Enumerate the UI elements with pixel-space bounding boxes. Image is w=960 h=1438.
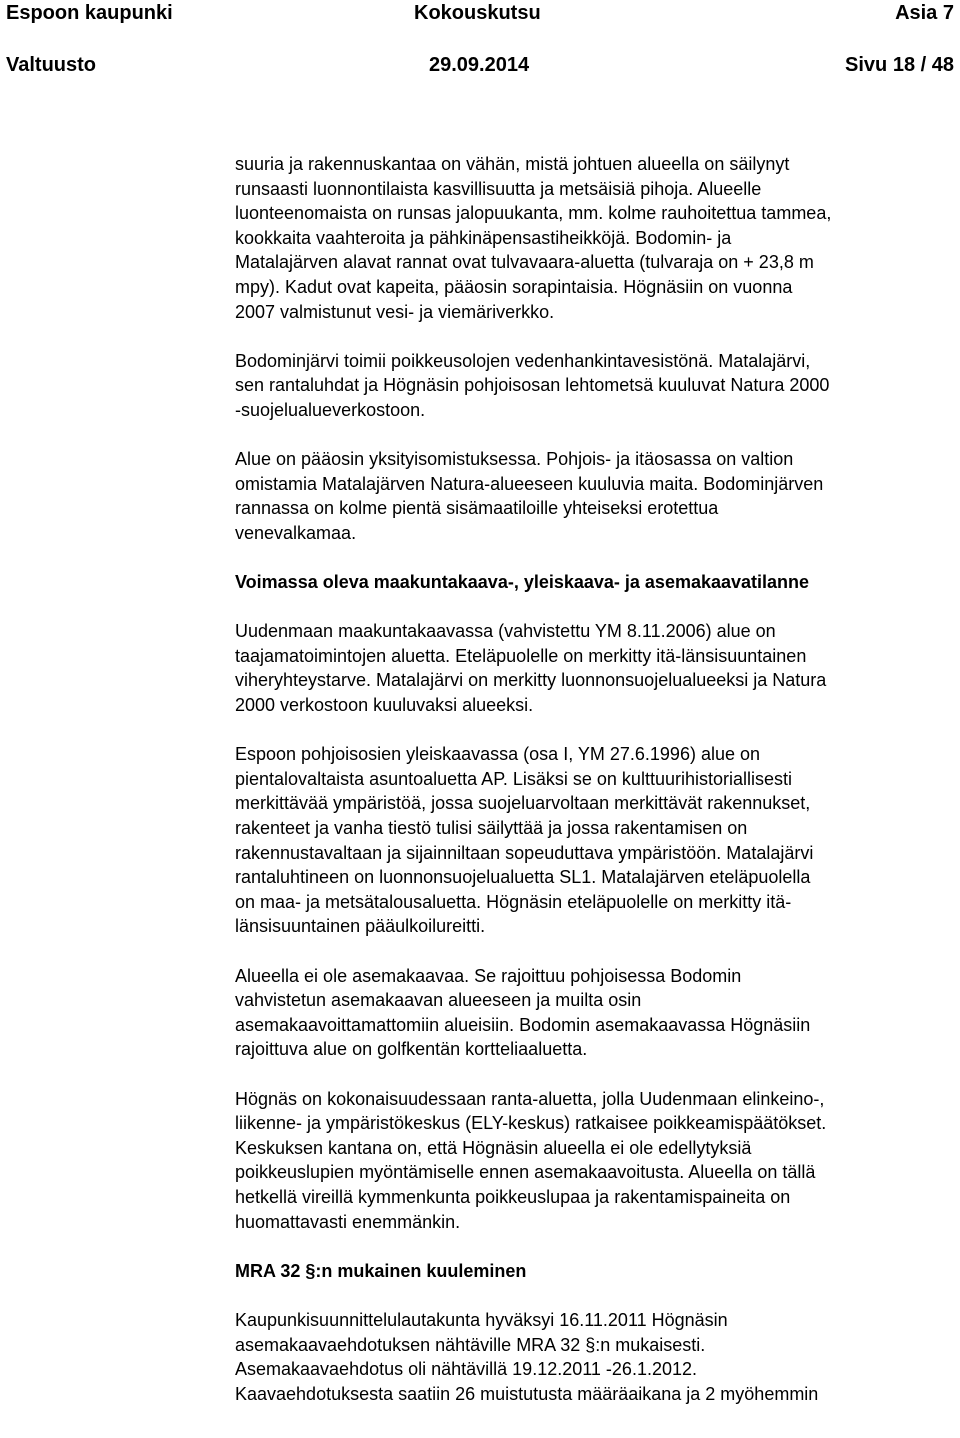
text-line: venevalkamaa. — [235, 522, 357, 543]
text-line: Asemakaavaehdotus oli nähtävillä 19.12.2011 -26.1.2012. — [235, 1359, 697, 1380]
paragraph — [235, 742, 955, 939]
text-line: länsisuuntainen pääulkoilureitti. — [235, 916, 486, 937]
text-line: kookkaita vaahteroita ja pähkinäpensastiheikköjä. Bodomin- ja — [235, 227, 732, 248]
text-line: omistamia Matalajärven Natura-alueeseen kuuluvia maita. Bodominjärven — [235, 473, 824, 494]
section-heading-hearing — [235, 1259, 955, 1284]
document-body — [235, 152, 955, 1406]
text-line: huomattavasti enemmänkin. — [235, 1211, 461, 1232]
header-page-number: Sivu 18 / 48 — [845, 54, 954, 76]
text-line: on maa- ja metsätalousaluetta. Högnäsin eteläpuolelle on merkitty itä- — [235, 891, 792, 912]
text-line: taajamatoimintojen aluetta. Eteläpuolelle on merkitty itä-länsisuuntainen — [235, 645, 807, 666]
paragraph — [235, 152, 955, 324]
header-organization: Espoon kaupunki — [6, 2, 173, 24]
text-line: -suojelualueverkostoon. — [235, 399, 426, 420]
text-line: luonteenomaista on runsas jalopuukanta, mm. kolme rauhoitettua tammea, — [235, 203, 832, 224]
text-line: rakenteet ja vanha tiestö tulisi säilyttää ja jossa rakentamisen on — [235, 818, 748, 839]
paragraph — [235, 447, 955, 545]
text-line: suuria ja rakennuskantaa on vähän, mistä johtuen alueella on säilynyt — [235, 154, 790, 174]
text-line: Uudenmaan maakuntakaavassa (vahvistettu YM 8.11.2006) alue on — [235, 621, 776, 642]
text-line: Keskuksen kantana on, että Högnäsin alueella ei ole edellytyksiä — [235, 1137, 752, 1158]
text-line: Espoon pohjoisosien yleiskaavassa (osa I, YM 27.6.1996) alue on — [235, 744, 760, 765]
header-agenda-item: Asia 7 — [895, 2, 954, 24]
text-line: Alue on pääosin yksityisomistuksessa. Pohjois- ja itäosassa on valtion — [235, 449, 794, 470]
text-line: asemakaavaehdotuksen nähtäville MRA 32 §:n mukaisesti. — [235, 1334, 706, 1355]
header-row-bottom — [0, 52, 960, 78]
text-line: viheryhteystarve. Matalajärvi on merkitty luonnonsuojelualueeksi ja Natura — [235, 670, 827, 691]
text-line: poikkeuslupien myöntämiselle ennen asemakaavoitusta. Alueella on tällä — [235, 1162, 816, 1183]
header-row-top — [0, 0, 960, 26]
paragraph — [235, 619, 955, 717]
header-body: Valtuusto — [6, 54, 97, 76]
text-line: rantaluhtineen on luonnonsuojelualuetta SL1. Matalajärven eteläpuolella — [235, 867, 811, 888]
text-line: runsaasti luonnontilaista kasvillisuutta ja metsäisiä pihoja. Alueelle — [235, 178, 762, 199]
text-line: rajoittuva alue on golfkentän kortteliaaluetta. — [235, 1039, 588, 1060]
section-heading-plan-status — [235, 570, 955, 595]
text-line: Matalajärven alavat rannat ovat tulvavaara-aluetta (tulvaraja on + 23,8 m — [235, 252, 814, 273]
paragraph — [235, 964, 955, 1062]
text-line: sen rantaluhdat ja Högnäsin pohjoisosan lehtometsä kuuluvat Natura 2000 — [235, 375, 830, 396]
text-line: hetkellä vireillä kymmenkunta poikkeuslupaa ja rakentamispaineita on — [235, 1186, 791, 1207]
text-line: asemakaavoittamattomiin alueisiin. Bodomin asemakaavassa Högnäsiin — [235, 1014, 811, 1035]
header-document-type: Kokouskutsu — [414, 2, 541, 24]
text-line: 2007 valmistunut vesi- ja viemäriverkko. — [235, 301, 555, 322]
heading-text: Voimassa oleva maakuntakaava-, yleiskaava- ja asemakaavatilanne — [235, 572, 810, 593]
text-line: Kaavaehdotuksesta saatiin 26 muistutusta määräaikana ja 2 myöhemmin — [235, 1383, 819, 1404]
header-date: 29.09.2014 — [429, 54, 530, 76]
text-line: Högnäs on kokonaisuudessaan ranta-aluetta, jolla Uudenmaan elinkeino-, — [235, 1088, 825, 1109]
text-line: pientalovaltaista asuntoaluetta AP. Lisäksi se on kulttuurihistoriallisesti — [235, 768, 792, 789]
paragraph — [235, 349, 955, 423]
text-line: merkittävää ympäristöä, jossa suojeluarvoltaan merkittävät rakennukset, — [235, 793, 811, 814]
heading-text: MRA 32 §:n mukainen kuuleminen — [235, 1260, 527, 1281]
text-line: Kaupunkisuunnittelulautakunta hyväksyi 16.11.2011 Högnäsin — [235, 1309, 728, 1330]
paragraph — [235, 1087, 955, 1235]
text-line: mpy). Kadut ovat kapeita, pääosin sorapintaisia. Högnäsiin on vuonna — [235, 276, 793, 297]
text-line: Alueella ei ole asemakaavaa. Se rajoittuu pohjoisessa Bodomin — [235, 965, 742, 986]
text-line: Bodominjärvi toimii poikkeusolojen vedenhankintavesistönä. Matalajärvi, — [235, 350, 811, 371]
text-line: rannassa on kolme pientä sisämaatiloille yhteiseksi erotettua — [235, 498, 719, 519]
text-line: 2000 verkostoon kuuluvaksi alueeksi. — [235, 695, 534, 716]
text-line: vahvistetun asemakaavan alueeseen ja muilta osin — [235, 990, 642, 1011]
text-line: rakennustavaltaan ja sijainniltaan sopeuduttava ympäristöön. Matalajärvi — [235, 842, 814, 863]
paragraph — [235, 1308, 955, 1406]
text-line: liikenne- ja ympäristökeskus (ELY-keskus) ratkaisee poikkeamispäätökset. — [235, 1113, 827, 1134]
